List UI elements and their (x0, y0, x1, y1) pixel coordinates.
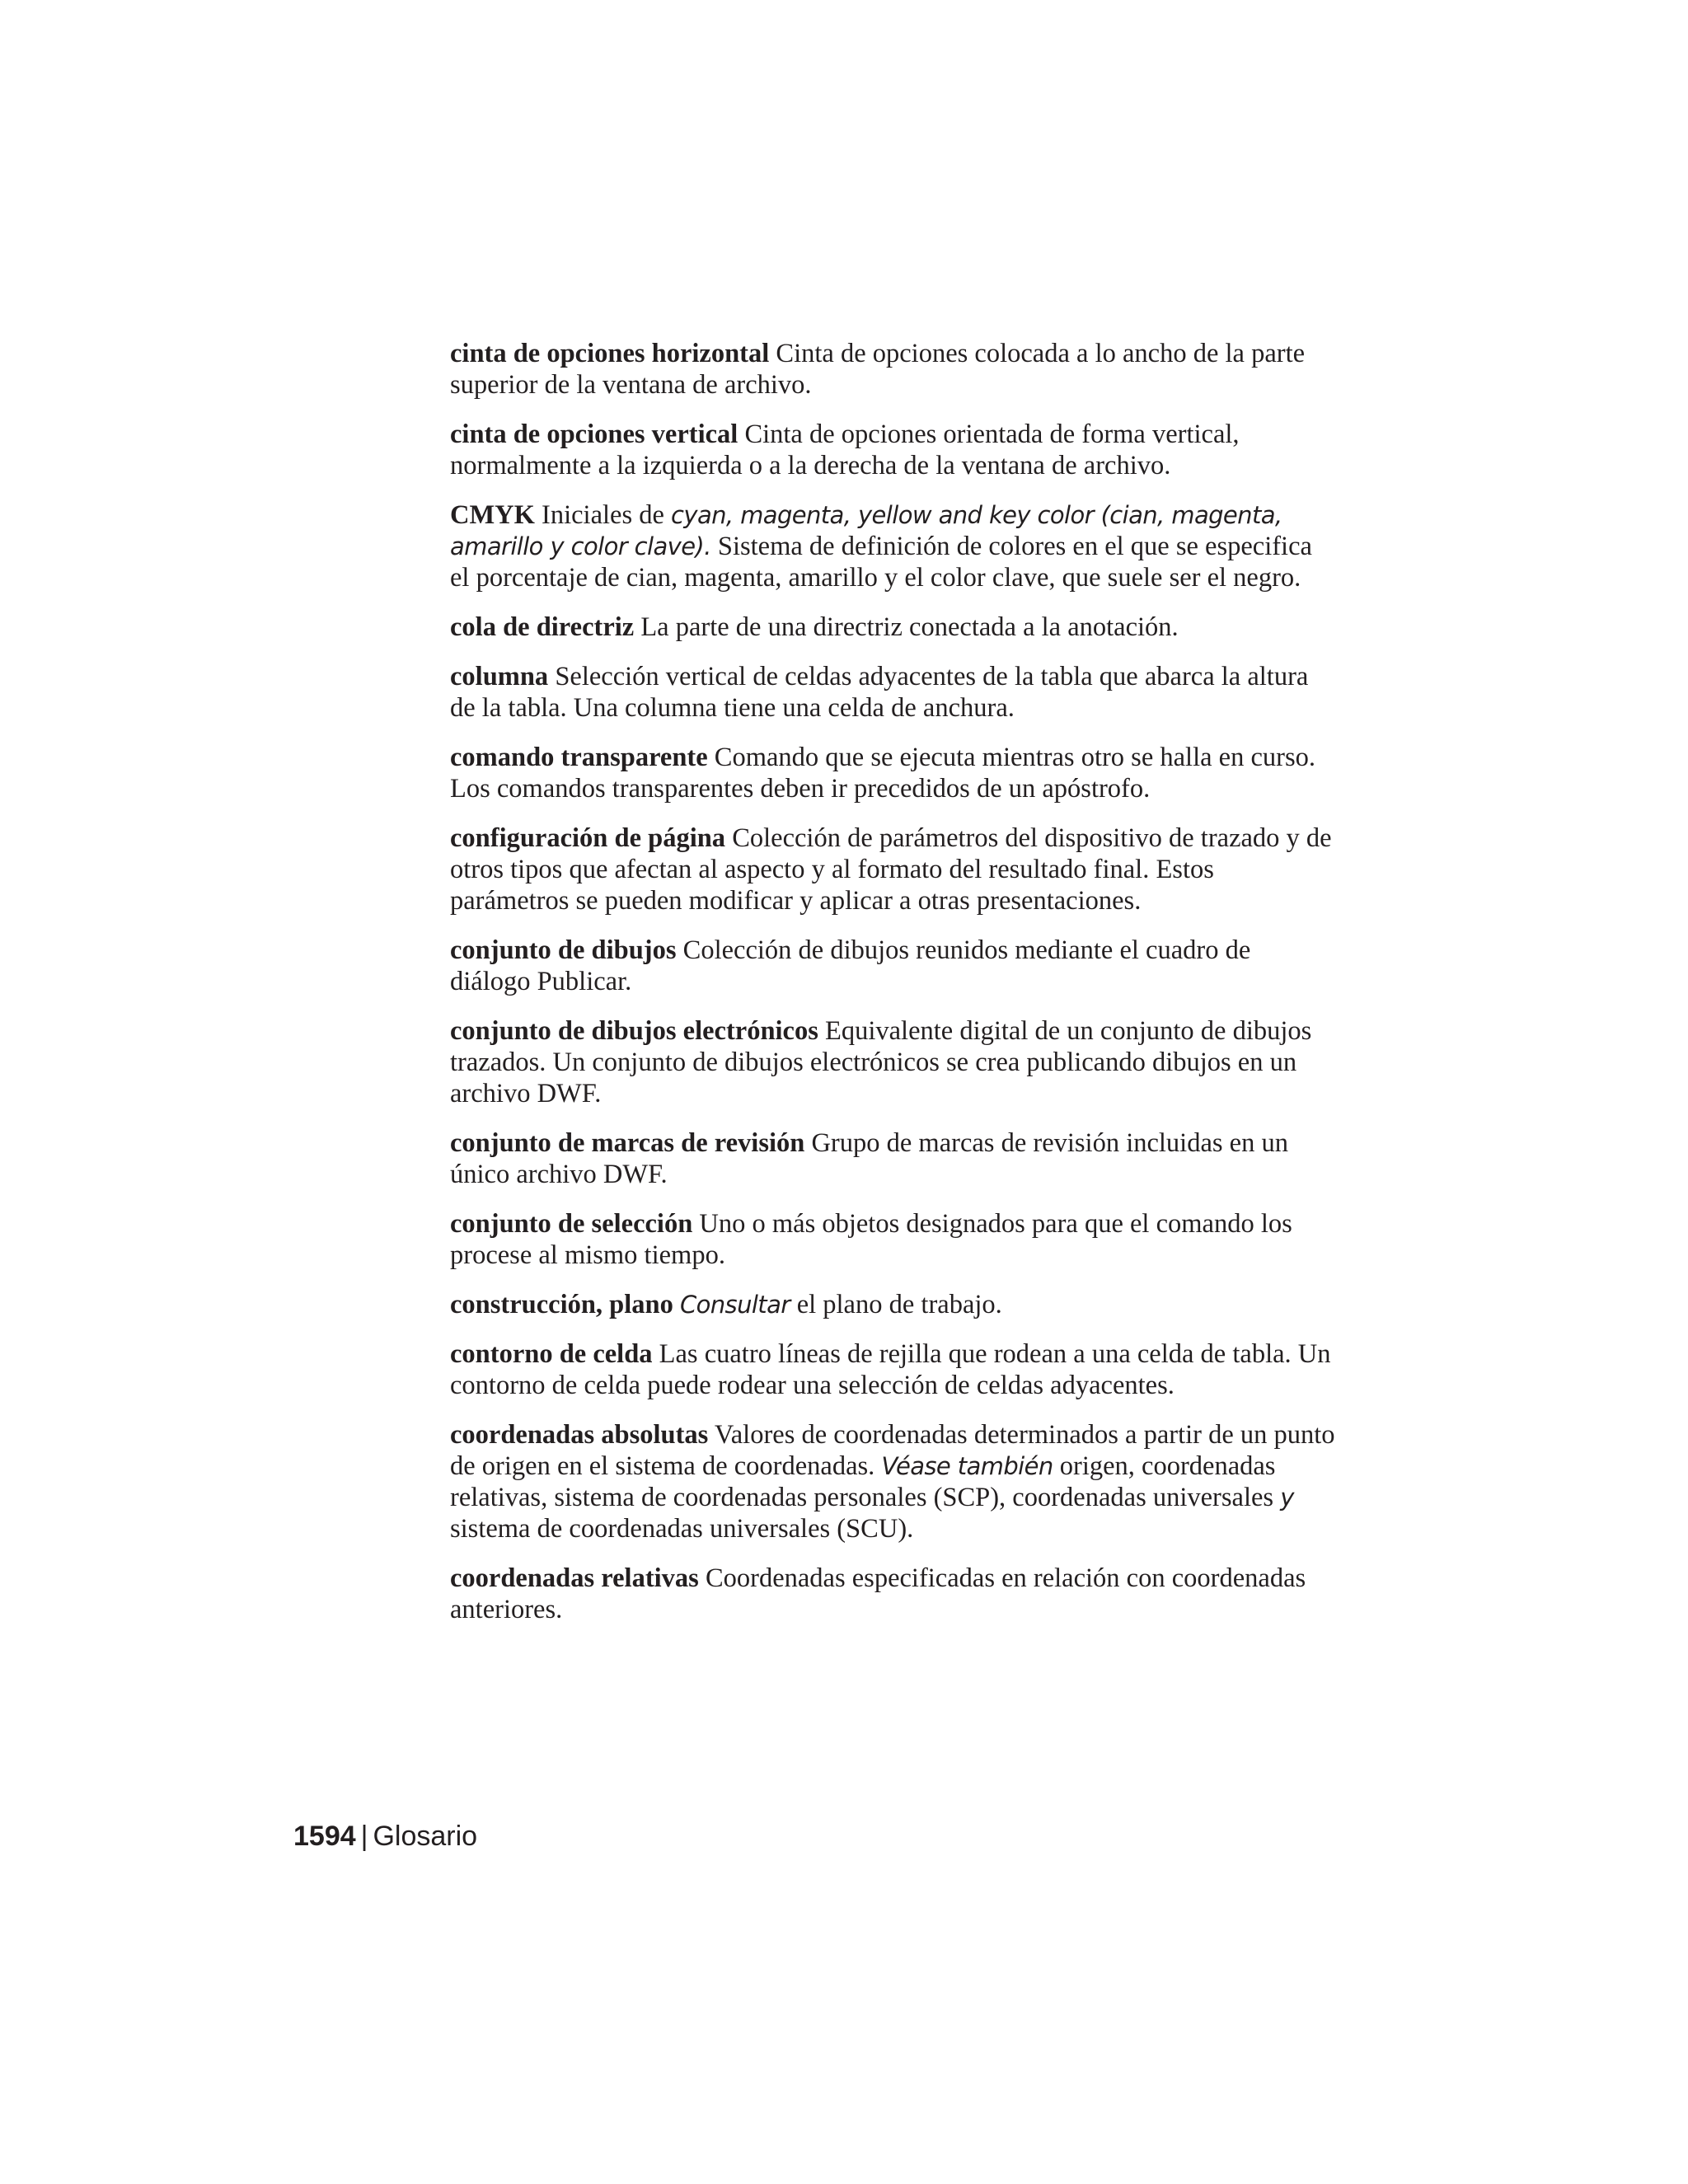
entry-definition: Sistema de definición de colores en el que se especifica el porcentaje de cian, magenta, amarillo y el color clave, que suele ser el negro. (450, 532, 1312, 593)
glossary-entry (450, 1208, 1335, 1271)
entry-definition: Selección vertical de celdas adyacentes de la tabla que abarca la altura de la tabla. Una columna tiene una celda de anchura. (450, 662, 1309, 723)
page-footer (293, 1820, 477, 1853)
entry-term: cinta de opciones horizontal (450, 339, 770, 368)
entry-term: conjunto de marcas de revisión (450, 1128, 805, 1158)
entry-definition: el plano de trabajo. (796, 1290, 1002, 1319)
entry-definition: Uno o más objetos designados para que el comando los procese al mismo tiempo. (450, 1209, 1292, 1270)
entry-definition-italic: cyan, magenta, yellow and key color (cian, magenta, amarillo y color clave). (450, 501, 1282, 560)
entry-definition-italic: Consultar (679, 1291, 790, 1319)
glossary-entry (450, 338, 1335, 401)
glossary-entry (450, 661, 1335, 724)
entry-definition: La parte de una directriz conectada a la anotación. (640, 612, 1179, 642)
entry-definition: Cinta de opciones colocada a lo ancho de la parte superior de la ventana de archivo. (450, 339, 1306, 400)
entry-definition: Colección de dibujos reunidos mediante el cuadro de diálogo Publicar. (450, 935, 1251, 996)
glossary-entry (450, 742, 1335, 804)
entry-term: CMYK (450, 500, 535, 530)
entry-term: contorno de celda (450, 1339, 653, 1369)
entry-definition: Iniciales de (542, 500, 664, 530)
glossary-entry (450, 1563, 1335, 1625)
entry-term: conjunto de dibujos (450, 935, 677, 965)
entry-term: construcción, plano (450, 1290, 673, 1319)
entry-term: conjunto de dibujos electrónicos (450, 1016, 818, 1046)
entry-term: conjunto de selección (450, 1209, 693, 1239)
entry-term: coordenadas absolutas (450, 1420, 709, 1450)
entry-definition: Grupo de marcas de revisión incluidas en un único archivo DWF. (450, 1128, 1288, 1189)
entry-term: configuración de página (450, 823, 726, 853)
page-number: 1594 (293, 1821, 356, 1852)
entry-term: columna (450, 662, 549, 691)
entry-definition: Comando que se ejecuta mientras otro se halla en curso. Los comandos transparentes deben ir precedidos de un apóstrofo. (450, 743, 1315, 804)
entry-term: cola de directriz (450, 612, 635, 642)
entry-term: cinta de opciones vertical (450, 419, 738, 449)
entry-definition: Colección de parámetros del dispositivo de trazado y de otros tipos que afectan al aspecto y al formato del resultado final. Estos parámetros se pueden modificar y aplicar a otras presentaciones. (450, 823, 1332, 916)
section-name: Glosario (373, 1821, 478, 1852)
glossary-entry (450, 499, 1335, 593)
entry-definition: Valores de coordenadas determinados a partir de un punto de origen en el sistema de coordenadas. (450, 1420, 1335, 1481)
entry-definition: Equivalente digital de un conjunto de dibujos trazados. Un conjunto de dibujos electrónicos se crea publicando dibujos en un archivo DWF. (450, 1016, 1312, 1108)
glossary-entry (450, 1015, 1335, 1109)
glossary-entry (450, 935, 1335, 997)
entry-definition: Cinta de opciones orientada de forma vertical, normalmente a la izquierda o a la derecha de la ventana de archivo. (450, 419, 1240, 480)
entry-definition: Coordenadas especificadas en relación con coordenadas anteriores. (450, 1563, 1306, 1624)
entry-definition: sistema de coordenadas universales (SCU). (450, 1514, 914, 1544)
glossary-entry (450, 419, 1335, 481)
entry-definition: Las cuatro líneas de rejilla que rodean a una celda de tabla. Un contorno de celda puede rodear una selección de celdas adyacentes. (450, 1339, 1331, 1400)
footer-separator: | (360, 1821, 368, 1852)
entry-definition-italic: y (1280, 1483, 1294, 1511)
glossary-entry (450, 1419, 1335, 1544)
entry-term: comando transparente (450, 743, 708, 772)
entry-definition: origen, coordenadas relativas, sistema de coordenadas personales (SCP), coordenadas universales (450, 1451, 1276, 1512)
glossary-entry (450, 1289, 1335, 1320)
glossary-entry (450, 1338, 1335, 1401)
entry-term: coordenadas relativas (450, 1563, 699, 1593)
glossary-entry (450, 1127, 1335, 1190)
glossary-entry (450, 612, 1335, 643)
glossary-entries (450, 338, 1335, 1643)
glossary-entry (450, 823, 1335, 916)
entry-definition-italic: Véase también (881, 1452, 1053, 1480)
